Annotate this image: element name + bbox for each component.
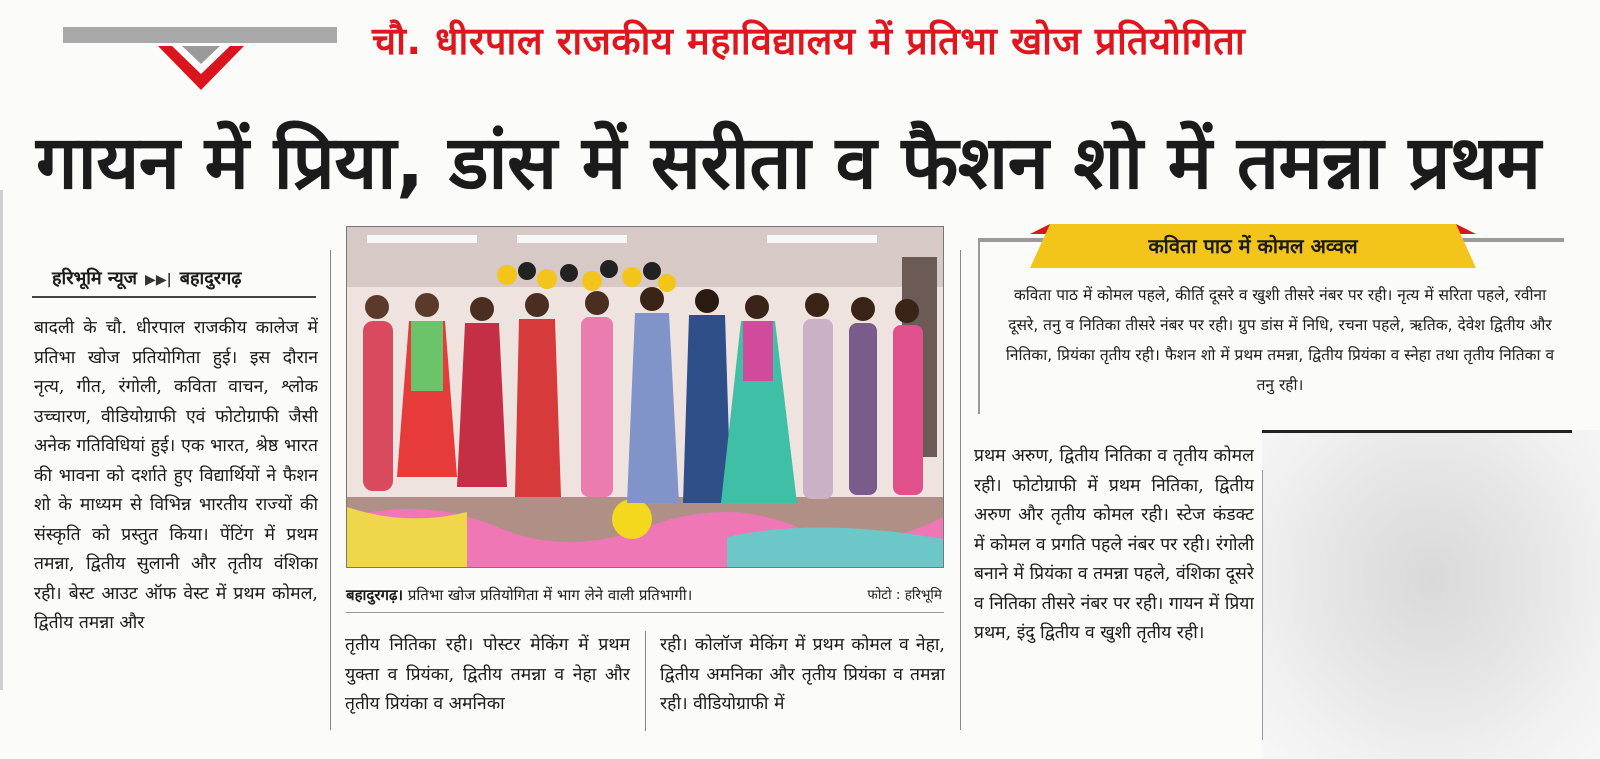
article-column-3: रही। कोलॉज मेकिंग में प्रथम कोमल व नेहा, द्वितीय अमनिका और तृतीय प्रियंका व तमन्ना रही। वीडियोग्राफी में <box>660 635 945 714</box>
article-column-4: प्रथम अरुण, द्वितीय नितिका व तृतीय कोमल रही। फोटोग्राफी में प्रथम नितिका, द्वितीय अरुण और तृतीय कोमल रही। स्टेज कंडक्ट में कोमल व प्रगति पहले नंबर पर रही। रंगोली बनाने में प्रियंका व तमन्ना पहले, वंशिका दूसरे व नितिका तीसरे नंबर पर रही। गायन में प्रिया प्रथम, इंदु द्वितीय व खुशी तृतीय रही। <box>974 446 1254 643</box>
column-divider <box>960 250 961 730</box>
byline-source: हरिभूमि न्यूज <box>52 268 138 289</box>
byline-divider <box>32 296 316 298</box>
kicker-headline: चौ. धीरपाल राजकीय महाविद्यालय में प्रतिभा खोज प्रतियोगिता <box>372 19 1246 63</box>
byline <box>52 264 317 294</box>
masthead-grey-bar <box>63 27 337 43</box>
byline-separator: ▶▶| <box>145 272 172 288</box>
participants-illustration <box>347 227 943 567</box>
main-headline: गायन में प्रिया, डांस में सरीता व फैशन शो में तमन्ना प्रथम <box>36 120 1541 206</box>
article-column-2: तृतीय नितिका रही। पोस्टर मेकिंग में प्रथम युक्ता व प्रियंका, द्वितीय तमन्ना व नेहा और तृतीय प्रियंका व अमनिका <box>345 635 630 714</box>
photo-credit: फोटो : हरिभूमि <box>867 587 942 603</box>
adjacent-clipping-edge <box>1262 470 1279 740</box>
page-margin-mark <box>0 190 3 690</box>
caption-divider <box>346 612 944 613</box>
column-divider <box>645 631 646 731</box>
photo-caption <box>346 582 944 608</box>
column-divider <box>330 250 331 730</box>
adjacent-clipping-border <box>1262 430 1572 473</box>
byline-place: बहादुरगढ़ <box>179 268 242 289</box>
blurred-adjacent-clipping <box>1262 430 1600 759</box>
caption-place: बहादुरगढ़। <box>346 586 404 604</box>
article-column-1: बादली के चौ. धीरपाल राजकीय कालेज में प्रतिभा खोज प्रतियोगिता हुई। इस दौरान नृत्य, गीत, रंगोली, कविता वाचन, श्लोक उच्चारण, वीडियोग्राफी एवं फोटोग्राफी जैसी अनेक गतिविधियां हुई। एक भारत, श्रेष्ठ भारत की भावना को दर्शाते हुए विद्यार्थियों ने फैशन शो के माध्यम से विभिन्न भारतीय राज्यों की संस्कृति को प्रस्तुत किया। पेंटिंग में प्रथम तमन्ना, द्वितीय सुलानी और तृतीय वंशिका रही। बेस्ट आउट ऑफ वेस्ट में प्रथम कोमल, द्वितीय तमन्ना और <box>34 318 318 633</box>
chevron-down-icon <box>158 46 244 90</box>
sidebar-text: कविता पाठ में कोमल पहले, कीर्ति दूसरे व खुशी तीसरे नंबर पर रही। नृत्य में सरिता पहले, रवीना दूसरे, तनु व नितिका तीसरे नंबर पर रही। ग्रुप डांस में निधि, रचना पहले, ऋतिक, देवेश द्वितीय और नितिका, प्रियंका तृतीय रही। फैशन शो में प्रथम तमन्ना, द्वितीय प्रियंका व स्नेहा तथा तृतीय नितिका व तनु रही। <box>1005 286 1555 394</box>
event-photo <box>346 226 944 568</box>
sidebar-heading: कविता पाठ में कोमल अव्वल <box>1148 234 1358 258</box>
caption-text: प्रतिभा खोज प्रतियोगिता में भाग लेने वाली प्रतिभागी। <box>407 586 693 604</box>
